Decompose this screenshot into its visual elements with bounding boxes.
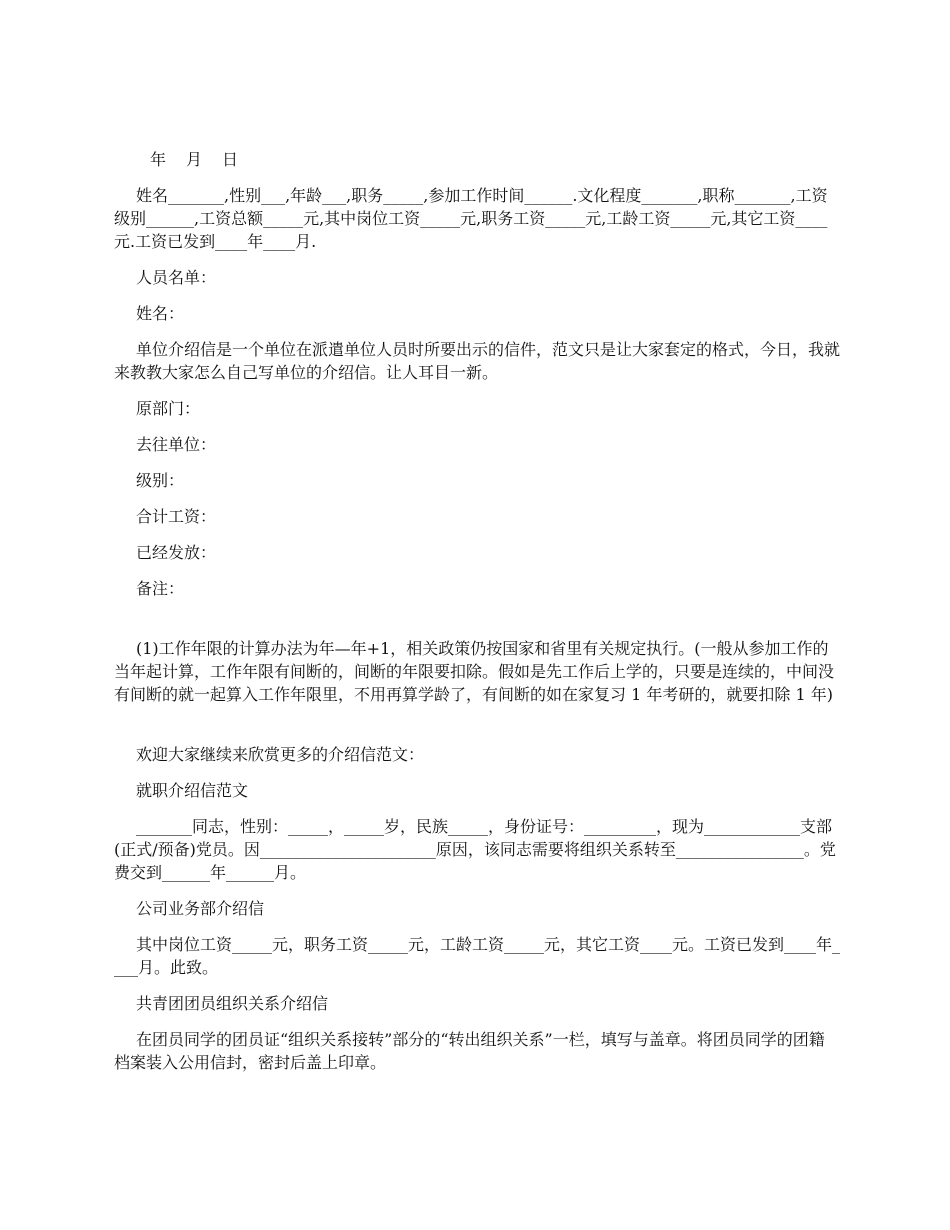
section-spacer (114, 613, 840, 637)
date-day: 日 (222, 150, 239, 169)
employee-info-paragraph: 姓名_______,性别___,年龄___,职务_____,参加工作时间______.文化程度_______,职称_______,工资级别______,工资总额_____元,其中岗位工资_____元,职务工资_____元,工龄工资_____元,其它工资____元.工资已发到____年____月. (114, 186, 828, 251)
original-department-label: 原部门： (136, 399, 201, 418)
intro-paragraph: 单位介绍信是一个单位在派遣单位人员时所要出示的信件，范文只是让大家套定的格式，今日，我就来教教大家怎么自己写单位的介绍信。让人耳目一新。 (114, 340, 841, 382)
more-examples-line: 欢迎大家继续来欣赏更多的介绍信范文： (136, 745, 425, 764)
heading-business-dept-letter: 公司业务部介绍信 (136, 899, 265, 918)
staff-list-label: 人员名单： (136, 268, 217, 287)
date-year: 年 (150, 150, 167, 169)
heading-youth-league-letter: 共青团团员组织关系介绍信 (136, 994, 329, 1013)
date-line (114, 148, 840, 171)
total-salary-label: 合计工资： (136, 507, 217, 526)
youth-league-paragraph: 在团员同学的团员证“组织关系接转”部分的“转出组织关系”一栏，填写与盖章。将团员同学的团籍档案装入公用信封，密封后盖上印章。 (114, 1030, 825, 1072)
remarks-label: 备注： (136, 579, 185, 598)
name-label: 姓名： (136, 304, 185, 323)
destination-unit-label: 去往单位： (136, 435, 217, 454)
heading-employment-letter: 就职介绍信范文 (136, 781, 249, 800)
level-label: 级别： (136, 471, 185, 490)
already-paid-label: 已经发放： (136, 543, 217, 562)
party-transfer-paragraph: _______同志，性别：_____，_____岁，民族_____，身份证号：_________，现为____________支部(正式/预备)党员。因______________________原因，该同志需要将组织关系转至________________。党费交到______年______月。 (114, 817, 836, 882)
date-month: 月 (186, 150, 203, 169)
work-years-note: (1)工作年限的计算办法为年—年+1，相关政策仍按国家和省里有关规定执行。(一般从参加工作的当年起计算，工作年限有间断的，间断的年限要扣除。假如是先工作后上学的，只要是连续的，中间没有间断的就一起算入工作年限里，不用再算学龄了，有间断的如在家复习 1 年考研的，就要扣除 1 年) (114, 639, 835, 704)
document-page (114, 148, 840, 1087)
section-spacer (114, 719, 840, 743)
salary-paragraph: 其中岗位工资_____元，职务工资_____元，工龄工资_____元，其它工资____元。工资已发到____年____月。此致。 (114, 935, 841, 977)
